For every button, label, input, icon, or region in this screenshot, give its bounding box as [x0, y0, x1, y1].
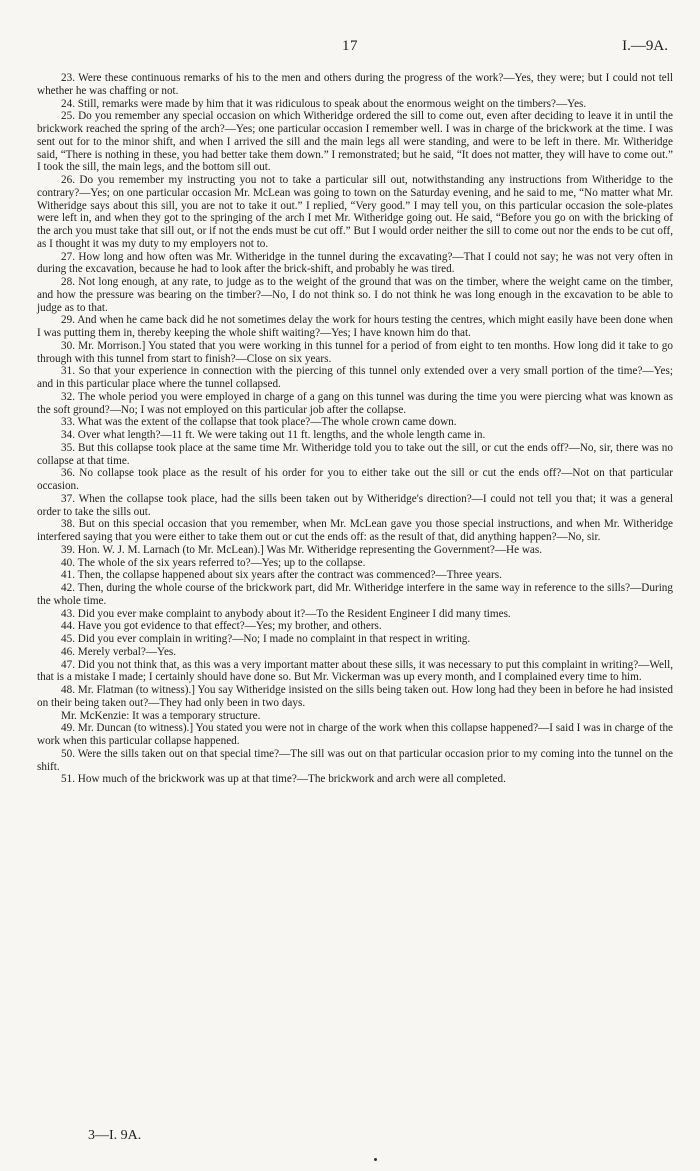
testimony-paragraph: 37. When the collapse took place, had the sills been taken out by Witheridge's direction?—I could not tell you that; it was a general order to take the sills out. [37, 492, 673, 518]
testimony-paragraph: 28. Not long enough, at any rate, to judge as to the weight of the ground that was on the timber, where the weight came on the timber, and how the pressure was bearing on the timber?—No, I do not think so. I do not think he was long enough in the excavation to be able to judge as to that. [37, 276, 673, 314]
testimony-paragraph: 32. The whole period you were employed in charge of a gang on this tunnel was during the time you were piercing what was known as the soft ground?—No; I was not employed on this particular job after the collapse. [37, 390, 673, 416]
printer-mark [374, 1158, 377, 1161]
testimony-paragraph: 41. Then, the collapse happened about six years after the contract was commenced?—Three years. [61, 569, 502, 582]
testimony-paragraph: 27. How long and how often was Mr. Witheridge in the tunnel during the excavating?—That I could not say; he was not very often in during the excavation, because he had to look after the brick-shift, and probably he was tired. [37, 250, 673, 276]
testimony-paragraph: 29. And when he came back did he not sometimes delay the work for hours testing the centres, which might easily have been done when I was putting them in, thereby keeping the whole shift waiting?—Yes; I have known him do that. [37, 314, 673, 339]
page-number: 17 [342, 38, 358, 54]
testimony-paragraph: 26. Do you remember my instructing you not to take a particular sill out, notwithstanding any instructions from Witheridge to the contrary?—Yes; on one particular occasion Mr. McLean was going to town on the Saturday evening, and he said to me, “No matter what Mr. Witheridge says about this sill, you are not to take it out.” I replied, “Very good.” I may tell you, on this particular occasion the sole-plates were left in, and when they got to the springing of the arch I met Mr. Witheridge going out. He said, “Before you go on with the bricking of the arch you must take that sill out, or if not the ends must be cut off.” But I would order neither the sill to come out nor the ends to be cut off, as I thought it was my duty to my employers not to. [37, 174, 673, 250]
testimony-paragraph: 34. Over what length?—11 ft. We were taking out 11 ft. lengths, and the whole length came in. [61, 429, 486, 441]
testimony-paragraph: 49. Mr. Duncan (to witness).] You stated you were not in charge of the work when this collapse happened?—I said I was in charge of the work when this particular collapse happened. [37, 722, 673, 747]
testimony-paragraph: 24. Still, remarks were made by him that it was ridiculous to speak about the enormous weight on the timbers?—Yes. [61, 97, 587, 110]
testimony-paragraph: 25. Do you remember any special occasion on which Witheridge ordered the sill to come out, even after deciding to leave it in until the brickwork reached the spring of the arch?—Yes; one particular occasion I remember well. I was in charge of the brickwork at the time. I was sent out for to the minor shift, and when I arrived the sill and the main legs all were standing, and were to be left in there. Mr. Witheridge said, “There is nothing in these, you had better take them down.” I remonstrated; but he said, “It does not matter, they will have to come out.” I took the sill, the main legs, and the bottom sill out. [37, 110, 673, 174]
testimony-paragraph: 31. So that your experience in connection with the piercing of this tunnel only extended over a very small portion of the time?—Yes; and in this particular place where the tunnel collapsed. [37, 365, 673, 390]
testimony-paragraph: 43. Did you ever make complaint to anybody about it?—To the Resident Engineer I did many times. [61, 607, 511, 620]
testimony-paragraph: 39. Hon. W. J. M. Larnach (to Mr. McLean).] Was Mr. Witheridge representing the Government?—He was. [61, 543, 543, 556]
testimony-paragraph: 38. But on this special occasion that you remember, when Mr. McLean gave you those special instructions, and when Mr. Witheridge interfered saying that you were either to take them out or cut the ends off: as the result of that, did anything happen?—No, sir. [37, 518, 673, 543]
testimony-paragraph: 40. The whole of the six years referred to?—Yes; up to the collapse. [61, 556, 366, 569]
testimony-paragraph: 50. Were the sills taken out on that special time?—The sill was out on that particular occasion prior to my coming into the tunnel on the shift. [37, 747, 673, 773]
document-reference: I.—9A. [622, 38, 668, 54]
testimony-paragraph: 30. Mr. Morrison.] You stated that you were working in this tunnel for a period of from eight to ten months. How long did it take to go through with this tunnel from start to finish?—Close on six years. [37, 339, 673, 365]
testimony-paragraph: 47. Did you not think that, as this was a very important matter about these sills, it was necessary to put this complaint in writing?—Well, that is a mistake I made; I certainly should have done so. But Mr. Vickerman was up every month, and I complained every time to him. [37, 658, 673, 684]
testimony-paragraph: Mr. McKenzie: It was a temporary structure. [61, 709, 261, 722]
sheet-signature: 3—I. 9A. [88, 1128, 142, 1143]
testimony-paragraph: 33. What was the extent of the collapse that took place?—The whole crown came down. [61, 416, 457, 429]
testimony-paragraph: 35. But this collapse took place at the same time Mr. Witheridge told you to take out the sill, or cut the ends off?—No, sir, there was no collapse at that time. [37, 441, 673, 467]
testimony-paragraph: 45. Did you ever complain in writing?—No; I made no complaint in that respect in writing. [61, 633, 471, 645]
testimony-paragraph: 42. Then, during the whole course of the brickwork part, did Mr. Witheridge interfere in the same way in reference to the sills?—During the whole time. [37, 582, 673, 607]
testimony-paragraph: 36. No collapse took place as the result of his order for you to either take out the sill or cut the ends off?—Not on that particular occasion. [37, 467, 673, 492]
testimony-paragraph: 44. Have you got evidence to that effect?—Yes; my brother, and others. [61, 620, 382, 633]
evidence-text [37, 72, 673, 786]
testimony-paragraph: 23. Were these continuous remarks of his to the men and others during the progress of the work?—Yes, they were; but I could not tell whether he was chaffing or not. [37, 72, 673, 97]
testimony-paragraph: 51. How much of the brickwork was up at that time?—The brickwork and arch were all completed. [61, 773, 506, 786]
testimony-paragraph: 48. Mr. Flatman (to witness).] You say Witheridge insisted on the sills being taken out. How long had they been in before he had insisted on their being taken out?—They had only been in two days. [37, 684, 673, 709]
testimony-paragraph: 46. Merely verbal?—Yes. [61, 645, 177, 658]
